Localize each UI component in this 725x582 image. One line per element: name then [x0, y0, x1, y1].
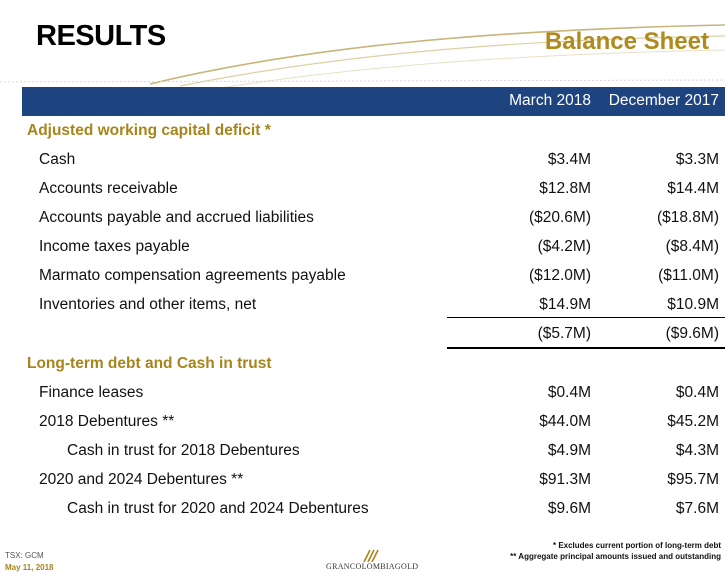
row-label: Finance leases [39, 384, 144, 401]
row-value-december: $95.7M [667, 471, 719, 488]
company-logo [326, 549, 419, 579]
row-value-march: ($12.0M) [528, 267, 591, 284]
row-value-march: $12.8M [539, 180, 591, 197]
row-value-december: $45.2M [667, 413, 719, 430]
row-label: 2018 Debentures ** [39, 413, 175, 430]
presentation-date: May 11, 2018 [5, 563, 54, 572]
row-label: Inventories and other items, net [39, 296, 257, 313]
section-title-long-term-debt: Long-term debt and Cash in trust [27, 355, 272, 372]
row-label: Cash [39, 151, 76, 168]
table-row [0, 233, 725, 262]
row-value-march: $4.9M [547, 442, 591, 459]
row-value-december: ($18.8M) [656, 209, 719, 226]
footnote-excludes: * Excludes current portion of long-term debt [552, 541, 721, 550]
total-divider-bottom [447, 347, 725, 349]
row-value-december: $4.3M [675, 442, 719, 459]
column-header-december-2017: December 2017 [608, 92, 719, 109]
table-header-bar [22, 87, 725, 116]
ticker-symbol: TSX: GCM [5, 551, 44, 560]
row-label: Accounts receivable [39, 180, 178, 197]
table-row [0, 408, 725, 437]
row-value-december: $3.3M [675, 151, 719, 168]
row-label: Income taxes payable [39, 238, 190, 255]
footnote-aggregate: ** Aggregate principal amounts issued and outstanding [510, 552, 721, 561]
row-label: Cash in trust for 2018 Debentures [67, 442, 300, 459]
table-row [0, 495, 725, 524]
row-value-march: $3.4M [547, 151, 591, 168]
section-title-working-capital: Adjusted working capital deficit * [27, 122, 271, 139]
table-row [0, 262, 725, 291]
table-row [0, 146, 725, 175]
row-label: Cash in trust for 2020 and 2024 Debentures [67, 500, 369, 517]
table-row [0, 466, 725, 495]
row-value-december: $10.9M [667, 296, 719, 313]
row-value-march: $44.0M [539, 413, 591, 430]
logo-mark-icon [361, 549, 381, 562]
table-row [0, 175, 725, 204]
page-title: RESULTS [36, 20, 166, 52]
total-value-december: ($9.6M) [665, 325, 719, 342]
row-label: 2020 and 2024 Debentures ** [39, 471, 244, 488]
row-label: Accounts payable and accrued liabilities [39, 209, 314, 226]
row-value-december: $14.4M [667, 180, 719, 197]
row-value-march: $9.6M [547, 500, 591, 517]
total-value-march: ($5.7M) [537, 325, 591, 342]
row-value-march: ($4.2M) [537, 238, 591, 255]
row-value-december: $0.4M [675, 384, 719, 401]
row-value-december: ($11.0M) [658, 267, 719, 284]
row-value-march: ($20.6M) [528, 209, 591, 226]
table-row [0, 204, 725, 233]
column-header-march-2018: March 2018 [509, 92, 591, 109]
total-row [0, 320, 725, 349]
row-value-march: $14.9M [539, 296, 591, 313]
row-value-march: $91.3M [539, 471, 591, 488]
table-row [0, 437, 725, 466]
row-value-march: $0.4M [547, 384, 591, 401]
table-row [0, 379, 725, 408]
table-row [0, 291, 725, 320]
total-divider-top [447, 317, 725, 318]
footnotes [510, 540, 721, 562]
row-label: Marmato compensation agreements payable [39, 267, 346, 284]
row-value-december: $7.6M [675, 500, 719, 517]
row-value-december: ($8.4M) [665, 238, 719, 255]
logo-text: GRANCOLOMBIAGOLD [326, 562, 419, 571]
page-subtitle: Balance Sheet [544, 28, 709, 55]
